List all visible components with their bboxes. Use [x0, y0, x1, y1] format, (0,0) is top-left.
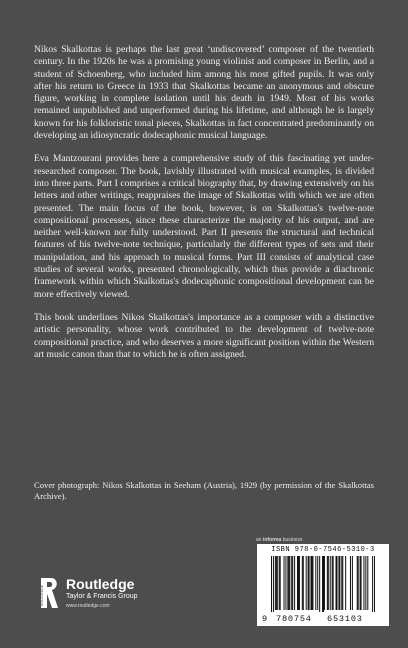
barcode-right-group: 653103: [327, 614, 363, 624]
barcode-bar: [352, 556, 353, 610]
barcode-bar: [322, 556, 323, 612]
barcode-bar: [336, 556, 337, 610]
barcode-bar: [276, 556, 277, 610]
barcode-bar: [291, 556, 292, 610]
blurb-paragraph-2: Eva Mantzourani provides here a comprehensive study of this fascinating yet under-researched composer. The book, lavishly illustrated with musical examples, is divided into three parts. Part I comprises a critical biography that, by drawing extensively on his letters and other writings, reappraises the image of Skalkottas with which we are often presented. The main focus of the book, however, is on Skalkottas's twelve-note compositional processes, since these characterize the majority of his output, and are neither well-known nor fully understood. Part II presents the structural and technical features of his twelve-note technique, particularly the different types of sets and their manipulation, and his approach to musical forms. Part III consists of analytical case studies of several works, presented chronologically, which thus provide a diachronic framework within which Skalkottas's dodecaphonic compositional development can be more effectively viewed.: [34, 153, 374, 300]
barcode-bar: [323, 556, 324, 612]
barcode-bar: [292, 556, 293, 610]
barcode-bar: [289, 556, 290, 610]
barcode-bar: [273, 556, 274, 612]
barcode-bar: [345, 556, 346, 610]
barcode-bar: [339, 556, 340, 610]
blurb-paragraph-3: This book underlines Nikos Skalkottas's importance as a composer with a distinctive artistic personality, whose work contributed to the development of twelve-note compositional practice, and who deserves a more significant position within the Western art music canon than that to which he is often assigned.: [34, 311, 374, 360]
barcode-bar: [271, 556, 272, 612]
barcode-bar: [361, 556, 362, 610]
barcode-bar: [357, 556, 358, 610]
informa-business-label: an informa business: [256, 537, 303, 543]
barcode-bar: [284, 556, 285, 610]
cover-photo-caption: Cover photograph: Nikos Skalkottas in Seeham (Austria), 1929 (by permission of the Skalkottas Archive).: [34, 480, 374, 501]
barcode-bar: [365, 556, 366, 610]
barcode-bar: [279, 556, 280, 610]
barcode-bar: [297, 556, 298, 610]
barcode-bar: [330, 556, 331, 610]
barcode-bar: [294, 556, 295, 610]
barcode-bar: [341, 556, 342, 610]
barcode-bar: [310, 556, 311, 610]
barcode-bar: [367, 556, 368, 610]
isbn-number: ISBN 978-0-7546-5310-3: [271, 546, 375, 554]
barcode-bar: [360, 556, 361, 610]
publisher-name: Routledge: [66, 576, 135, 592]
svg-text:ROUTLEDGE: ROUTLEDGE: [40, 584, 45, 606]
back-cover-blurb: [34, 44, 374, 372]
barcode-bar: [315, 556, 316, 610]
barcode-bar: [358, 556, 359, 610]
blurb-paragraph-1: Nikos Skalkottas is perhaps the last great ‘undiscovered’ composer of the twentieth century. In the 1920s he was a promising young violinist and composer in Berlin, and a student of Schoenberg, who included him among his most gifted pupils. It was only after his return to Greece in 1933 that Skalkottas became an anonymous and obscure figure, working in complete isolation until his death in 1949. Most of his works remained unpublished and unperformed during his lifetime, and although he is largely known for his folkloristic tonal pieces, Skalkottas in fact concentrated predominantly on developing an idiosyncratic dodecaphonic musical language.: [34, 44, 374, 142]
barcode-bar: [333, 556, 334, 610]
barcode-bar: [280, 556, 281, 610]
barcode-bar: [350, 556, 351, 610]
barcode-bar: [374, 556, 375, 612]
barcode-bar: [327, 556, 328, 610]
barcode-bar: [299, 556, 300, 610]
barcode-bar: [285, 556, 286, 610]
barcode-left-group: 780754: [276, 614, 312, 624]
barcode-bar: [317, 556, 318, 610]
barcode-bar: [277, 556, 278, 610]
barcode-bar: [308, 556, 309, 610]
barcode-bar: [275, 556, 276, 610]
isbn-barcode: [257, 544, 389, 626]
barcode-bar: [312, 556, 313, 610]
barcode-bar: [336, 556, 337, 610]
barcode-first-digit: 9: [262, 614, 268, 624]
barcode-bar: [288, 556, 289, 610]
routledge-r-icon: [38, 576, 60, 610]
barcode-bar: [306, 556, 307, 610]
barcode-bar: [372, 556, 373, 612]
barcode-bar: [324, 556, 325, 610]
publisher-url: www.routledge.com: [66, 603, 110, 609]
barcode-bar: [342, 556, 343, 610]
barcode-bar: [363, 556, 364, 610]
barcode-bar: [287, 556, 288, 610]
barcode-bar: [319, 556, 320, 612]
barcode-bar: [338, 556, 339, 610]
barcode-bar: [332, 556, 333, 610]
barcode-bar: [328, 556, 329, 610]
barcode-bar: [298, 556, 299, 610]
barcode-bar: [302, 556, 303, 610]
barcode-bar: [303, 556, 304, 610]
barcode-bar: [311, 556, 312, 610]
barcode-bar: [309, 556, 310, 610]
publisher-group: Taylor & Francis Group: [66, 593, 138, 600]
barcode-bars: [271, 556, 375, 612]
